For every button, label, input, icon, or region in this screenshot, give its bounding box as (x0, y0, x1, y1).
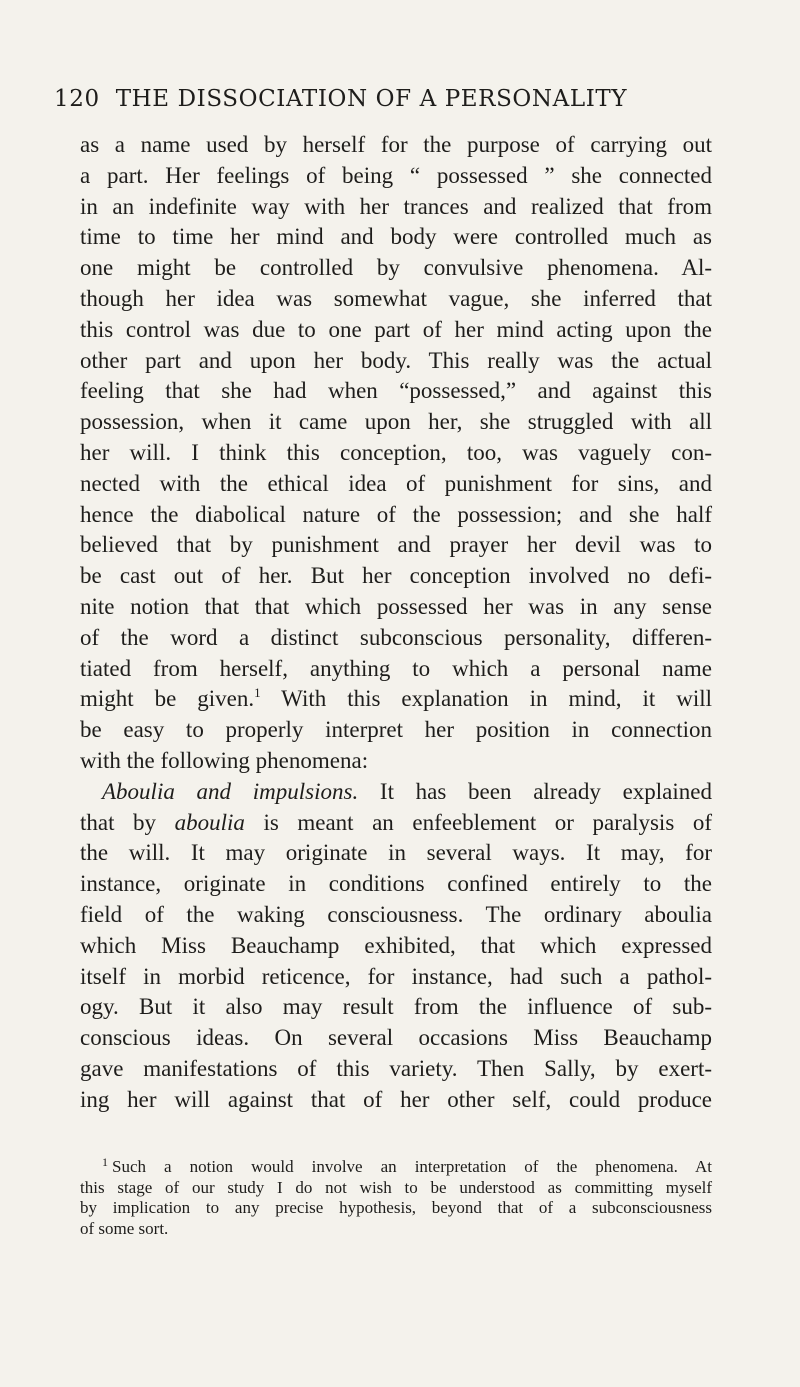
text-line: field of the waking consciousness. The ordinary aboulia (80, 901, 712, 927)
footnote-line (80, 1157, 712, 1178)
section-heading-line (80, 777, 712, 808)
text-fragment: might be given. (80, 686, 255, 712)
text-fragment: is meant an enfeeblement or paralysis of (244, 809, 712, 835)
text-line: one might be controlled by convulsive phenomena. Al- (80, 255, 712, 281)
body-text (80, 130, 712, 1116)
text-line: nected with the ethical idea of punishment for sins, and (80, 470, 712, 496)
text-line: this control was due to one part of her mind acting upon the (80, 316, 712, 342)
footnote-line: by implication to any precise hypothesis, beyond that of a subconsciousness (80, 1198, 712, 1217)
text-line: hence the diabolical nature of the possession; and she half (80, 501, 712, 527)
footnote-marker: 1 (102, 1155, 108, 1169)
text-line: other part and upon her body. This really was the actual (80, 347, 712, 373)
text-line: ogy. But it also may result from the influence of sub- (80, 994, 712, 1020)
text-line: a part. Her feelings of being “ possessed ” she connected (80, 162, 712, 188)
text-line: feeling that she had when “possessed,” and against this (80, 378, 712, 404)
text-line: time to time her mind and body were controlled much as (80, 224, 712, 250)
running-title: THE DISSOCIATION OF A PERSONALITY (115, 86, 628, 112)
text-line (80, 808, 712, 839)
term-aboulia: aboulia (174, 809, 245, 835)
footnote-line: this stage of our study I do not wish to be understood as committing myself (80, 1177, 712, 1197)
text-fragment: that by (80, 809, 175, 835)
text-line: with the following phenomena: (80, 747, 369, 773)
text-line: conscious ideas. On several occasions Miss Beauchamp (80, 1025, 712, 1051)
footnote-reference[interactable]: 1 (254, 685, 261, 701)
section-heading: Aboulia and impulsions. (102, 778, 359, 804)
running-head (54, 86, 694, 112)
text-line: ing her will against that of her other self, could produce (80, 1086, 712, 1112)
text-line: which Miss Beauchamp exhibited, that which expressed (80, 932, 712, 958)
text-line: instance, originate in conditions confined entirely to the (80, 871, 712, 897)
text-line: in an indefinite way with her trances and realized that from (80, 193, 712, 219)
text-line: as a name used by herself for the purpose of carrying out (80, 132, 712, 157)
page-number: 120 (54, 86, 100, 112)
text-line: her will. I think this conception, too, was vaguely con- (80, 439, 712, 465)
text-line: be easy to properly interpret her position in connection (80, 717, 712, 743)
text-line: gave manifestations of this variety. Then Sally, by exert- (80, 1055, 712, 1081)
text-line: be cast out of her. But her conception involved no defi- (80, 563, 712, 589)
text-line-with-footnote-ref (80, 684, 712, 715)
text-line: though her idea was somewhat vague, she inferred that (80, 285, 712, 311)
footnote-text: Such a notion would involve an interpretation of the phenomena. At (112, 1157, 712, 1176)
text-line: itself in morbid reticence, for instance, had such a pathol- (80, 963, 712, 989)
text-line: the will. It may originate in several ways. It may, for (80, 840, 712, 866)
footnote-line: of some sort. (80, 1218, 169, 1238)
text-line: tiated from herself, anything to which a personal name (80, 655, 712, 681)
text-line: of the word a distinct subconscious personality, differen- (80, 624, 712, 650)
text-line: believed that by punishment and prayer her devil was to (80, 532, 712, 558)
text-fragment: With this explanation in mind, it will (260, 686, 712, 712)
text-line: nite notion that that which possessed her was in any sense (80, 593, 712, 619)
text-line: possession, when it came upon her, she struggled with all (80, 409, 712, 435)
text-fragment: It has been already explained (358, 778, 712, 804)
footnote (80, 1157, 712, 1239)
